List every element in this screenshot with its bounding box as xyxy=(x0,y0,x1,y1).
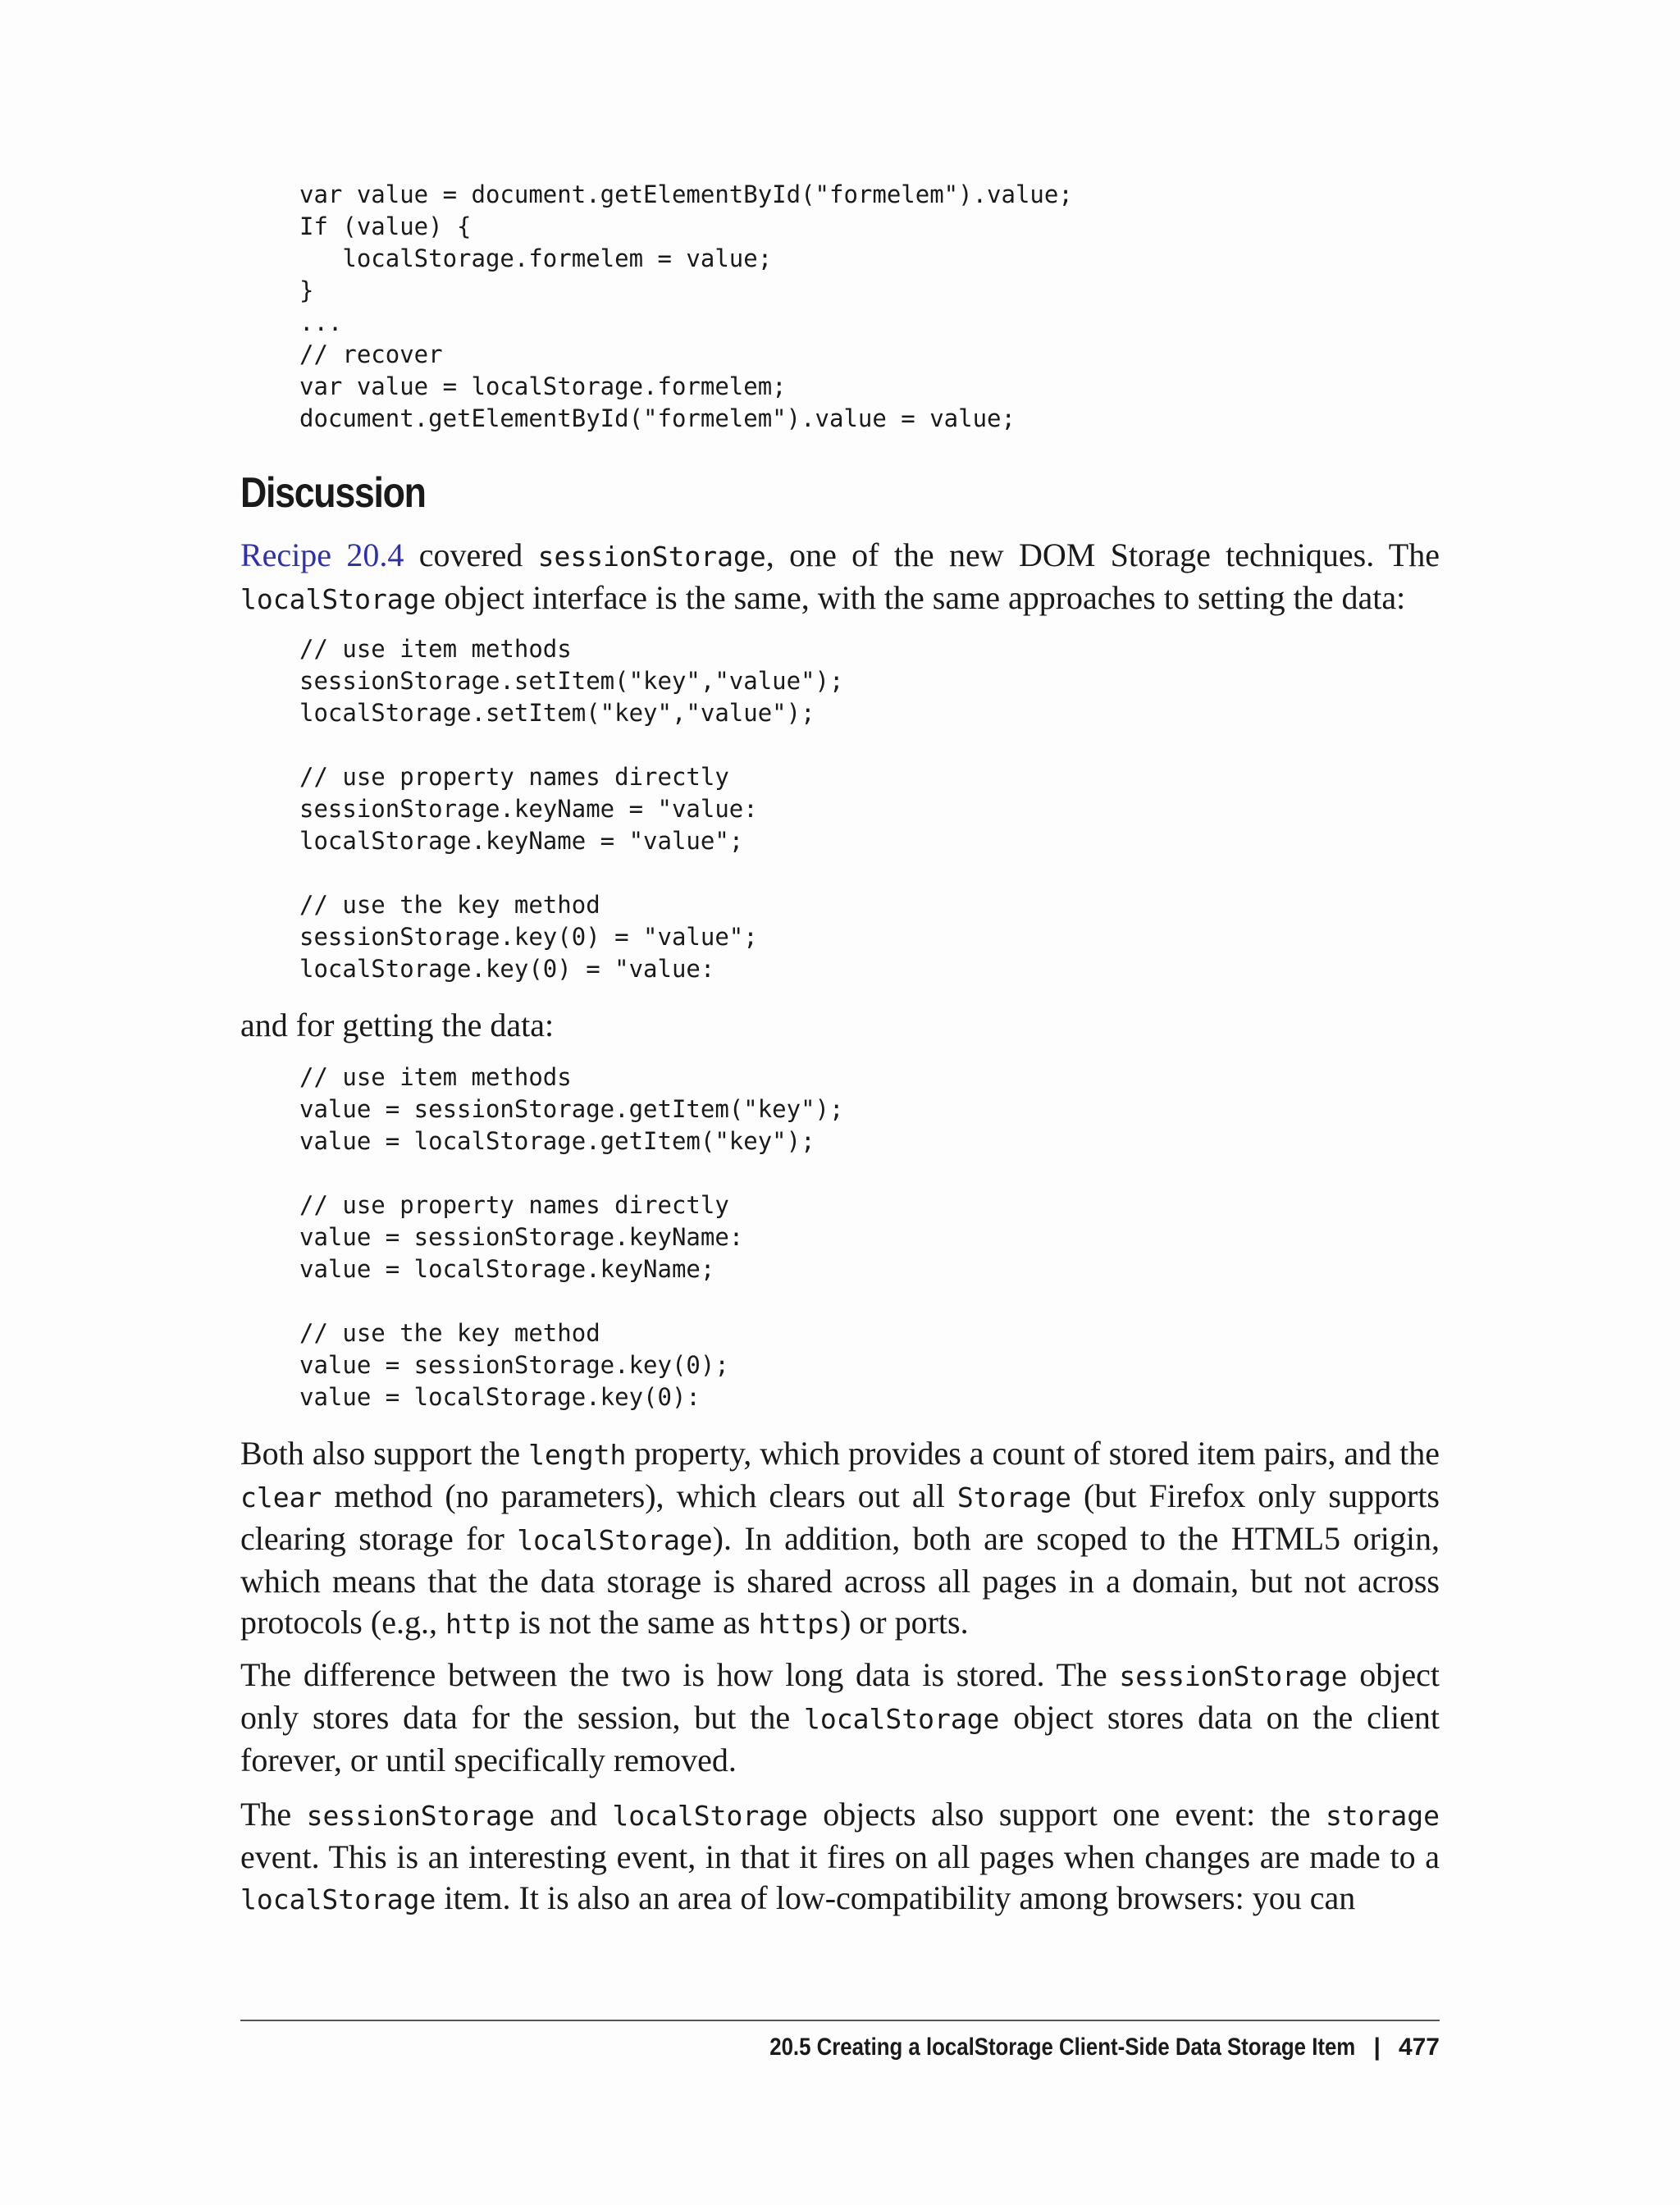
text-run: objects also support one event: the xyxy=(807,1796,1326,1833)
code-line: // use item methods xyxy=(299,1063,572,1091)
code-line: sessionStorage.setItem("key","value"); xyxy=(299,667,844,695)
inline-code: sessionStorage xyxy=(306,1800,535,1832)
text-run: , one of the new DOM Storage techniques. The xyxy=(765,536,1440,573)
inline-code: localStorage xyxy=(240,1883,436,1915)
code-line: value = localStorage.keyName; xyxy=(299,1255,715,1283)
inline-code: sessionStorage xyxy=(1119,1660,1348,1692)
inline-code: localStorage xyxy=(517,1524,713,1556)
inline-code: https xyxy=(758,1608,840,1640)
code-line: ... xyxy=(299,308,343,336)
inline-code: Storage xyxy=(956,1481,1071,1513)
inline-code: localStorage xyxy=(612,1800,808,1832)
inline-code: length xyxy=(528,1439,627,1471)
code-line: value = localStorage.key(0): xyxy=(299,1383,701,1411)
code-block-getting-data xyxy=(240,1061,843,1413)
code-line: // use item methods xyxy=(299,635,572,663)
inline-code: storage xyxy=(1325,1800,1440,1832)
code-line: localStorage.formelem = value; xyxy=(299,244,773,272)
text-run: The difference between the two is how long data is stored. The xyxy=(240,1656,1120,1693)
running-footer-title: 20.5 Creating a localStorage Client-Side Data Storage Item xyxy=(769,2034,1356,2061)
intro-paragraph xyxy=(240,535,1440,620)
code-line: If (value) { xyxy=(299,212,472,240)
section-heading: Discussion xyxy=(240,469,426,517)
code-line: localStorage.key(0) = "value: xyxy=(299,955,715,983)
text-run: event. This is an interesting event, in that it fires on all pages when changes are made to a xyxy=(240,1838,1440,1875)
difference-paragraph xyxy=(240,1655,1440,1781)
code-line xyxy=(299,729,843,761)
text-run: item. It is also an area of low-compatibility among browsers: you can xyxy=(436,1879,1356,1916)
page-number: 477 xyxy=(1398,2034,1440,2061)
footer-separator: | xyxy=(1373,2034,1381,2061)
code-line: sessionStorage.keyName = "value: xyxy=(299,795,758,823)
code-line: // use the key method xyxy=(299,891,600,919)
text-run: is not the same as xyxy=(510,1604,759,1641)
code-line: value = localStorage.getItem("key"); xyxy=(299,1127,815,1155)
code-line: value = sessionStorage.keyName: xyxy=(299,1223,744,1251)
code-line: sessionStorage.key(0) = "value"; xyxy=(299,923,758,951)
storage-event-paragraph xyxy=(240,1794,1440,1920)
text-run: method (no parameters), which clears out all xyxy=(322,1477,957,1514)
text-run: ) or ports. xyxy=(839,1604,969,1641)
code-line: // recover xyxy=(299,340,443,368)
code-line: // use property names directly xyxy=(299,1191,729,1219)
text-run: (but Firefox only supports clearing storage for xyxy=(240,1477,1440,1557)
code-line xyxy=(299,1157,843,1189)
text-run: ). In addition, both are scoped to the HTML5 origin, which means that the data storage is shared across all pages in a domain, but not across protocols (e.g., xyxy=(240,1520,1440,1641)
code-line: } xyxy=(299,276,314,304)
code-line xyxy=(299,1285,843,1317)
inline-code: clear xyxy=(240,1481,322,1513)
length-clear-paragraph xyxy=(240,1433,1440,1645)
code-line: localStorage.setItem("key","value"); xyxy=(299,699,815,727)
code-line: document.getElementById("formelem").value = value; xyxy=(299,404,1016,432)
code-line: // use the key method xyxy=(299,1319,600,1347)
text-run: property, which provides a count of stored item pairs, and the xyxy=(626,1435,1440,1472)
inline-code: localStorage xyxy=(804,1703,1000,1735)
text-run: covered xyxy=(404,536,538,573)
code-line: localStorage.keyName = "value"; xyxy=(299,827,744,855)
code-block-setting-data xyxy=(240,633,843,985)
text-run: and xyxy=(534,1796,613,1833)
book-page xyxy=(240,0,1440,2205)
text-run: object only stores data for the session, but the xyxy=(240,1656,1440,1736)
inline-code: localStorage xyxy=(240,583,436,615)
code-line: // use property names directly xyxy=(299,763,729,791)
text-run: Both also support the xyxy=(240,1435,529,1472)
getting-data-paragraph: and for getting the data: xyxy=(240,1007,555,1043)
inline-code: http xyxy=(445,1608,511,1640)
recipe-link[interactable]: Recipe 20.4 xyxy=(240,536,404,573)
code-line xyxy=(299,857,843,889)
code-line: var value = document.getElementById("formelem").value; xyxy=(299,180,1073,208)
text-run: The xyxy=(240,1796,307,1833)
code-line: value = sessionStorage.key(0); xyxy=(299,1351,729,1379)
inline-code: sessionStorage xyxy=(537,541,766,573)
code-line: var value = localStorage.formelem; xyxy=(299,372,787,400)
code-block-store-recover xyxy=(240,179,1073,435)
page-footer xyxy=(674,2029,1440,2066)
text-run: object interface is the same, with the same approaches to setting the data: xyxy=(436,579,1406,616)
footer-divider xyxy=(240,2020,1440,2021)
code-line: value = sessionStorage.getItem("key"); xyxy=(299,1095,844,1123)
text-run: object stores data on the client forever, or until specifically removed. xyxy=(240,1699,1440,1778)
